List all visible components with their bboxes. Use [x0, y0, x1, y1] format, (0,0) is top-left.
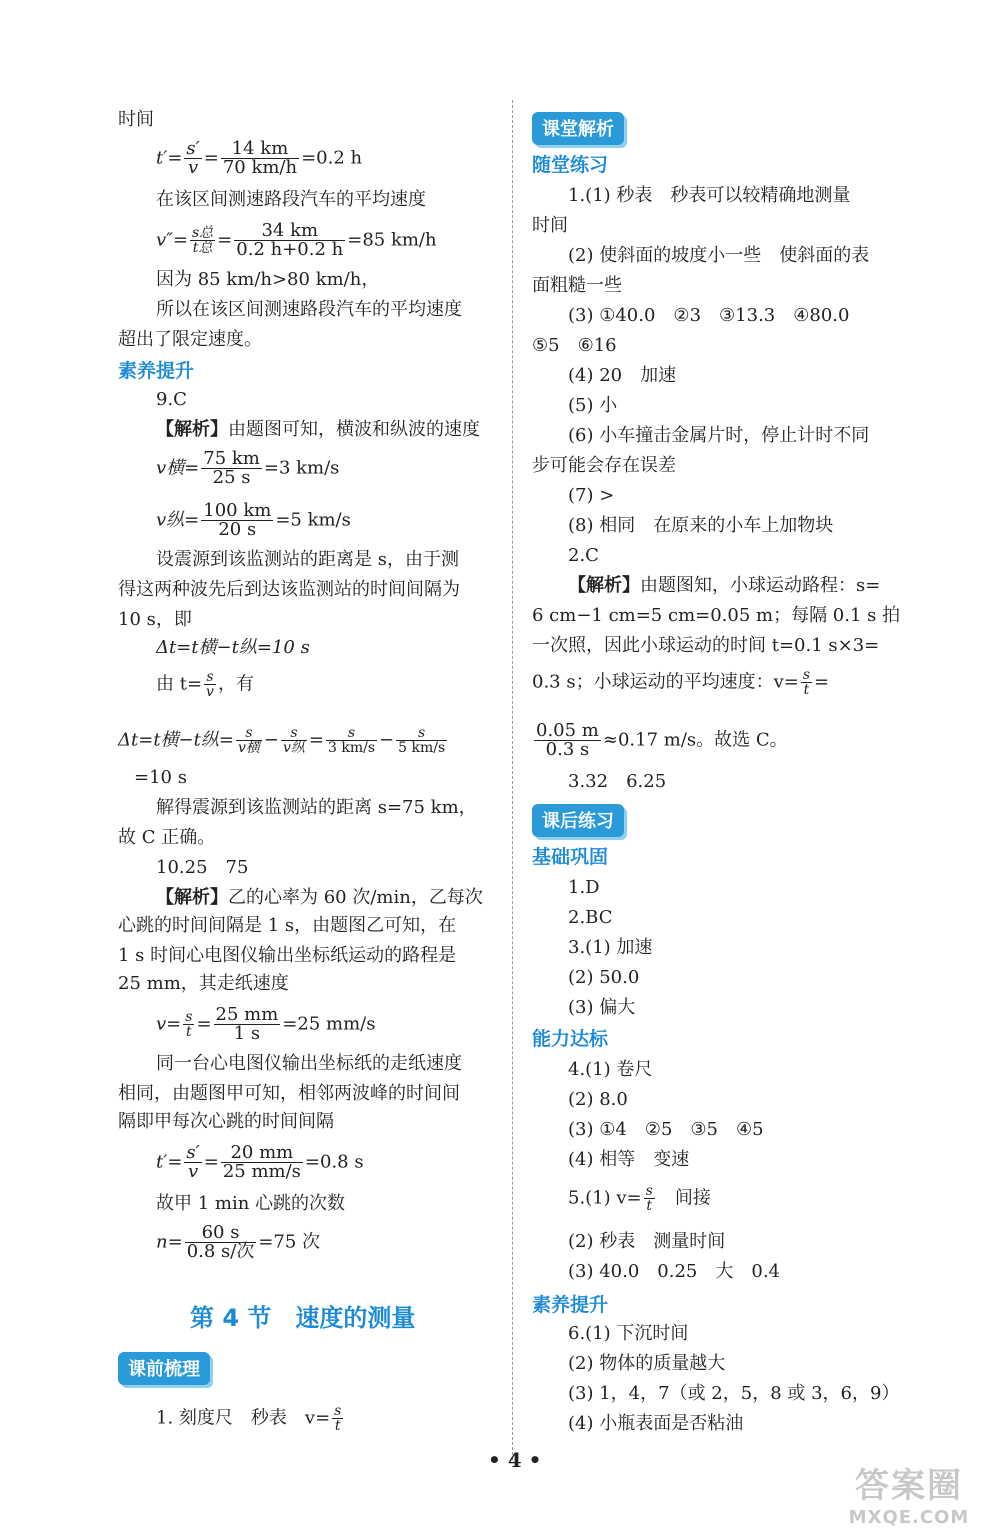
fraction	[396, 726, 447, 755]
text-line: 时间	[532, 215, 568, 236]
formula-part: 间接	[656, 1187, 711, 1209]
fraction	[184, 140, 201, 177]
numerator: s	[334, 1403, 342, 1419]
answer-line: (3) ①4 ②5 ③5 ④5	[568, 1119, 764, 1140]
numerator: 14 km	[221, 140, 299, 159]
formula-line	[156, 670, 254, 699]
answer-line: (8) 相同 在原来的小车上加物块	[568, 515, 834, 536]
text-line: 面粗糙一些	[532, 275, 622, 296]
formula-part: −	[379, 729, 395, 751]
answer-line: 1.(1) 秒表 秒表可以较精确地测量	[568, 185, 851, 206]
answer-line: (2) 50.0	[568, 967, 640, 988]
fraction	[190, 226, 215, 255]
analysis-line	[156, 886, 483, 910]
fraction	[326, 726, 377, 755]
numerator: s	[645, 1183, 653, 1199]
text-line: 一次照，因此小球运动的时间 t=0.1 s×3=	[532, 635, 880, 656]
analysis-text: 乙的心率为 60 次/min，乙每次	[228, 887, 483, 908]
answer-line: 4.(1) 卷尺	[568, 1059, 653, 1080]
numerator: s′	[186, 1142, 200, 1163]
numerator: s	[396, 726, 447, 741]
section-heading: 随堂练习	[532, 154, 609, 176]
fraction	[236, 726, 262, 755]
fraction	[183, 1010, 194, 1039]
numerator: s总	[191, 225, 214, 241]
denominator: 25 mm/s	[222, 1161, 301, 1182]
answer-line: 2.C	[568, 545, 599, 566]
numerator: s	[236, 726, 262, 741]
fraction	[332, 1404, 343, 1433]
formula-part: =0.8 s	[304, 1151, 364, 1173]
denominator: 3 km/s	[327, 740, 376, 756]
denominator: 70 km/h	[222, 157, 298, 178]
numerator: 20 mm	[221, 1144, 303, 1163]
formula-part: =	[203, 147, 219, 169]
column-divider	[512, 100, 513, 1460]
page-number: • 4 •	[488, 1448, 542, 1472]
formula-line	[156, 1224, 320, 1261]
formula-part: v″=	[156, 229, 188, 251]
formula-part: n=	[156, 1231, 183, 1253]
formula-part: Δt=t横−t纵=	[118, 729, 234, 751]
answer-line: (2) 8.0	[568, 1089, 628, 1110]
formula-part: t′=	[156, 1151, 183, 1173]
denominator: 5 km/s	[398, 740, 446, 756]
text-line: 所以在该区间测速路段汽车的平均速度	[156, 299, 462, 320]
fraction	[201, 450, 262, 487]
formula-line	[156, 1144, 364, 1181]
text-line: 时间	[118, 109, 154, 130]
answer-line: (4) 相等 变速	[568, 1149, 690, 1170]
numerator: s	[326, 726, 377, 741]
formula-line	[118, 726, 449, 755]
answer-line: (2) 物体的质量越大	[568, 1353, 726, 1374]
formula-part: =85 km/h	[347, 229, 437, 251]
chapter-title: 第 4 节 速度的测量	[190, 1304, 416, 1332]
fraction	[644, 1184, 655, 1213]
numerator: 75 km	[203, 448, 260, 469]
fraction	[204, 670, 216, 699]
formula-part: v=	[156, 1013, 182, 1035]
denominator: v纵	[282, 740, 305, 756]
formula-part: −	[263, 729, 279, 751]
section-heading: 素养提升	[118, 360, 195, 382]
numerator: 100 km	[203, 500, 272, 521]
text-line: 设震源到该监测站的距离是 s，由于测	[156, 549, 459, 570]
answer-line: (3) 偏大	[568, 997, 636, 1018]
watermark-text: 答案圈	[855, 1466, 963, 1506]
section-heading: 素养提升	[532, 1294, 609, 1316]
formula-part: =3 km/s	[263, 457, 340, 479]
formula-part: ≈0.17 m/s。故选 C。	[602, 729, 788, 751]
denominator: t	[646, 1198, 653, 1214]
analysis-tag: 【解析】	[568, 575, 640, 596]
formula-line	[156, 1404, 345, 1433]
numerator: s	[281, 726, 307, 741]
fraction	[221, 140, 299, 177]
formula-line	[532, 722, 788, 759]
formula-line	[156, 502, 351, 539]
text-line: 隔即甲每次心跳的时间间隔	[118, 1111, 334, 1132]
formula-line	[156, 140, 362, 177]
analysis-tag: 【解析】	[156, 419, 228, 440]
answer-line: (3) 1，4，7（或 2，5，8 或 3，6，9）	[568, 1383, 900, 1404]
answer-line: (4) 小瓶表面是否粘油	[568, 1413, 744, 1434]
section-tab-in-class: 课堂解析	[532, 112, 624, 145]
answer-line: 10.25 75	[156, 857, 249, 878]
fraction	[534, 722, 601, 759]
answer-line: 3.(1) 加速	[568, 937, 653, 958]
analysis-line	[156, 418, 480, 442]
answer-line: 6.(1) 下沉时间	[568, 1323, 689, 1344]
analysis-text: 由题图可知，横波和纵波的速度	[228, 419, 480, 440]
answer-line: (4) 20 加速	[568, 365, 677, 386]
formula-part: v横=	[156, 457, 200, 479]
text-line: 故甲 1 min 心跳的次数	[156, 1193, 346, 1214]
answer-line: 2.BC	[568, 907, 613, 928]
fraction	[184, 1144, 201, 1181]
numerator: s	[185, 1009, 193, 1025]
formula-part: 由 t=	[156, 673, 203, 695]
section-heading: 基础巩固	[532, 846, 609, 868]
text-line: 心跳的时间间隔是 1 s，由题图乙可知，在	[118, 915, 457, 936]
answer-line: (2) 使斜面的坡度小一些 使斜面的表	[568, 245, 870, 266]
answer-line: (3) ①40.0 ②3 ③13.3 ④80.0	[568, 305, 850, 326]
answer-line: 1.D	[568, 877, 600, 898]
text-line: 得这两种波先后到达该监测站的时间间隔为	[118, 579, 460, 600]
text-line: 因为 85 km/h>80 km/h，	[156, 269, 380, 290]
fraction	[201, 502, 273, 539]
denominator: t	[334, 1418, 341, 1434]
formula-part: =5 km/s	[275, 509, 351, 531]
text-line: ⑤5 ⑥16	[532, 335, 617, 356]
numerator: 25 mm	[215, 1004, 279, 1025]
text-line: 故 C 正确。	[118, 827, 216, 848]
formula-line: =10 s	[134, 767, 187, 788]
formula-part: v纵=	[156, 509, 200, 531]
denominator: 0.3 s	[545, 739, 590, 760]
text-line: 相同，由题图甲可知，相邻两波峰的时间间	[118, 1083, 460, 1104]
fraction	[234, 222, 345, 259]
answer-line: (6) 小车撞击金属片时，停止计时不同	[568, 425, 870, 446]
formula-part: ，有	[217, 673, 254, 695]
numerator: 60 s	[185, 1224, 257, 1243]
formula-line	[532, 668, 829, 697]
numerator: 0.05 m	[536, 720, 599, 741]
numerator: s′	[186, 138, 200, 159]
formula-part: =75 次	[258, 1231, 321, 1253]
answer-line: (5) 小	[568, 395, 618, 416]
fraction	[185, 1224, 257, 1261]
text-line: 25 mm，其走纸速度	[118, 973, 289, 994]
text-line: 1 s 时间心电图仪输出坐标纸运动的路程是	[118, 945, 457, 966]
denominator: v	[187, 1161, 199, 1182]
text-line: 10 s，即	[118, 609, 192, 630]
formula-part: =	[203, 1151, 219, 1173]
formula-line	[156, 222, 437, 259]
fraction	[801, 668, 812, 697]
answer-line: 3.32 6.25	[568, 771, 667, 792]
watermark-logo	[844, 1458, 974, 1528]
denominator: v	[187, 157, 199, 178]
section-tab-after-class: 课后练习	[532, 804, 624, 837]
denominator: v横	[237, 740, 260, 756]
fraction	[281, 726, 307, 755]
formula-part: =	[217, 229, 233, 251]
watermark-url: MXQE.COM	[848, 1507, 970, 1528]
numerator: s	[802, 667, 811, 683]
text-line: 解得震源到该监测站的距离 s=75 km，	[156, 797, 477, 818]
formula-line: Δt=t横−t纵=10 s	[156, 637, 310, 658]
denominator: 25 s	[212, 467, 251, 488]
numerator: s	[204, 670, 216, 685]
analysis-line	[568, 574, 880, 598]
answer-line: (2) 秒表 测量时间	[568, 1231, 726, 1252]
section-heading: 能力达标	[532, 1028, 609, 1050]
denominator: 1 s	[233, 1023, 261, 1044]
answer-line: 9.C	[156, 389, 187, 410]
formula-part: =	[308, 729, 324, 751]
formula-line	[568, 1184, 711, 1213]
formula-part: =25 mm/s	[282, 1013, 376, 1035]
denominator: t	[803, 682, 810, 698]
answer-line: (3) 40.0 0.25 大 0.4	[568, 1261, 781, 1282]
section-tab-pre-class: 课前梳理	[118, 1352, 210, 1385]
formula-part: =	[814, 671, 830, 693]
text-line: 步可能会存在误差	[532, 455, 676, 476]
denominator: t总	[192, 240, 213, 256]
denominator: v	[206, 684, 214, 700]
denominator: 20 s	[218, 519, 257, 540]
text-line: 在该区间测速路段汽车的平均速度	[156, 189, 426, 210]
fraction	[214, 1006, 281, 1043]
formula-line	[156, 1006, 375, 1043]
text-line: 超出了限定速度。	[118, 329, 262, 350]
analysis-tag: 【解析】	[156, 887, 228, 908]
formula-part: 5.(1) v=	[568, 1187, 642, 1209]
text-line: 6 cm−1 cm=5 cm=0.05 m；每隔 0.1 s 拍	[532, 605, 901, 626]
denominator: 0.2 h+0.2 h	[236, 239, 344, 260]
numerator: 34 km	[234, 222, 345, 241]
text-line: 同一台心电图仪输出坐标纸的走纸速度	[156, 1053, 462, 1074]
denominator: 0.8 s/次	[186, 1241, 255, 1262]
analysis-text: 由题图知，小球运动路程：s=	[640, 575, 881, 596]
formula-part: =0.2 h	[301, 147, 363, 169]
formula-part: 0.3 s；小球运动的平均速度：v=	[532, 671, 799, 693]
formula-line	[156, 450, 339, 487]
formula-part: 1. 刻度尺 秒表 v=	[156, 1407, 331, 1429]
denominator: t	[186, 1024, 192, 1040]
formula-part: =	[196, 1013, 212, 1035]
formula-part: t′=	[156, 147, 183, 169]
fraction	[221, 1144, 303, 1181]
answer-line: (7) >	[568, 485, 615, 506]
